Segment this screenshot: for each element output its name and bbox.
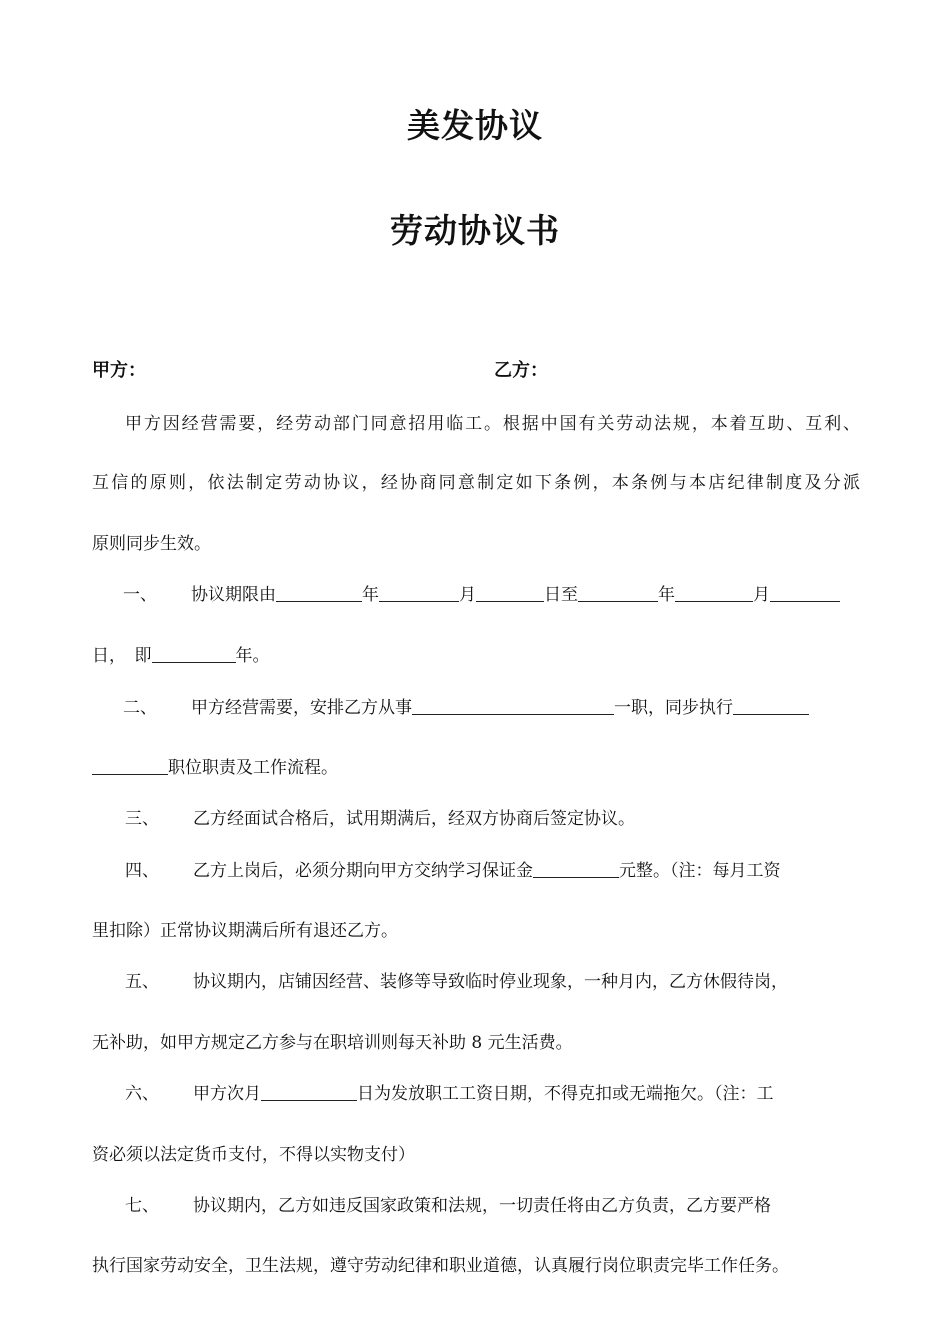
blank-field (675, 584, 753, 602)
clause-2-line-2: 职位职责及工作流程。 (92, 756, 338, 780)
clause-number: 六、 (125, 1084, 159, 1104)
clause-2-line-1: 二、 甲方经营需要，安排乙方从事 一职，同步执行 (125, 696, 809, 720)
clause-1-line-2: 日， 即 年。 (92, 646, 270, 666)
blank-field (152, 645, 236, 663)
blank-field (276, 584, 362, 602)
blank-field (733, 697, 809, 715)
blank-field (770, 584, 840, 602)
clause-6-line-1: 六、 甲方次月 日为发放职工工资日期，不得克扣或无端拖欠。（注：工 (125, 1084, 774, 1104)
clause-4-line-2: 里扣除）正常协议期满后所有退还乙方。 (92, 921, 398, 941)
party-b-label: 乙方： (494, 360, 548, 381)
document-subtitle: 劳动协议书 (390, 211, 560, 250)
intro-line-2: 互信的原则，依法制定劳动协议，经协商同意制定如下条例，本条例与本店纪律制度及分派 (92, 473, 860, 493)
clause-7-line-2: 执行国家劳动安全，卫生法规，遵守劳动纪律和职业道德，认真履行岗位职责完毕工作任务。 (92, 1256, 789, 1276)
clause-5-line-1: 五、 协议期内，店铺因经营、装修等导致临时停业现象，一种月内，乙方休假待岗， (125, 972, 788, 992)
clause-number: 五、 (125, 972, 159, 992)
clause-6-line-2: 资必须以法定货币支付，不得以实物支付） (92, 1145, 415, 1165)
clause-number: 一、 (123, 585, 157, 605)
blank-field (261, 1083, 357, 1101)
intro-line-3: 原则同步生效。 (92, 534, 211, 554)
blank-field (412, 697, 614, 715)
intro-line-1: 甲方因经营需要，经劳动部门同意招用临工。根据中国有关劳动法规，本着互助、互利、 (125, 414, 860, 434)
clause-5-line-2: 无补助，如甲方规定乙方参与在职培训则每天补助 8 元生活费。 (92, 1033, 573, 1053)
blank-field (476, 584, 544, 602)
blank-field (578, 584, 658, 602)
clause-number: 三、 (125, 809, 159, 829)
document-title: 美发协议 (407, 106, 543, 145)
blank-field (379, 584, 459, 602)
clause-7-line-1: 七、 协议期内，乙方如违反国家政策和法规，一切责任将由乙方负责，乙方要严格 (125, 1196, 771, 1216)
clause-number: 七、 (125, 1196, 159, 1216)
clause-number: 四、 (125, 861, 159, 881)
party-a-label: 甲方： (92, 360, 146, 381)
clause-3: 三、 乙方经面试合格后，试用期满后，经双方协商后签定协议。 (125, 809, 635, 829)
clause-4-line-1: 四、 乙方上岗后，必须分期向甲方交纳学习保证金 元整。（注：每月工资 (125, 861, 781, 881)
blank-field (92, 757, 168, 775)
blank-field (533, 860, 619, 878)
clause-number: 二、 (123, 698, 157, 718)
clause-1-line-1: 一、 协议期限由 年 月 日至 年 月 (125, 583, 840, 607)
